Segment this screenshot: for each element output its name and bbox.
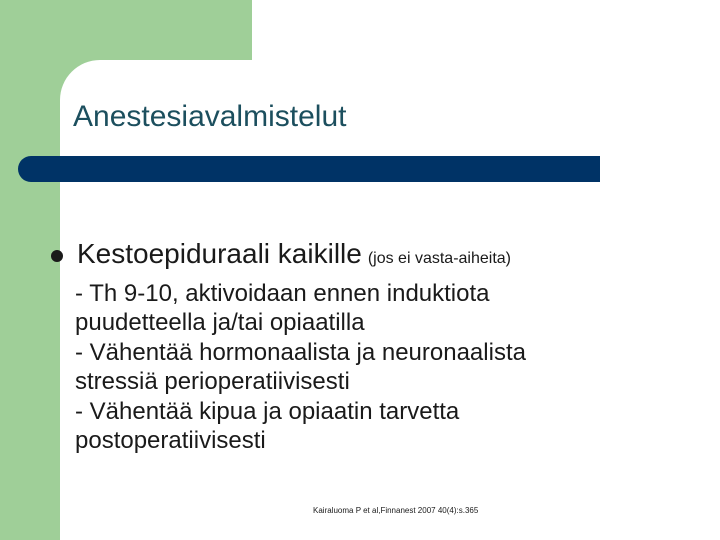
sub-line: puudetteella ja/tai opiaatilla — [75, 309, 365, 337]
sub-line: - Vähentää kipua ja opiaatin tarvetta — [75, 397, 460, 425]
citation: Kairaluoma P et al,Finnanest 2007 40(4):s.365 — [313, 506, 479, 515]
bullet-main-text: Kestoepiduraali kaikille — [77, 238, 362, 269]
bullet-note-text: (jos ei vasta-aiheita) — [367, 250, 511, 267]
title-underline-bar — [18, 156, 600, 182]
sub-points — [75, 279, 635, 455]
sub-line: postoperatiivisesti — [75, 427, 266, 455]
bullet-item — [77, 236, 511, 277]
slide-title: Anestesiavalmistelut — [73, 100, 347, 133]
sub-line: stressiä perioperatiivisesti — [75, 368, 350, 396]
sub-line: - Vähentää hormonaalista ja neuronaalista — [75, 338, 526, 366]
bullet-icon — [51, 250, 63, 262]
sub-line: - Th 9-10, aktivoidaan ennen induktiota — [75, 280, 490, 307]
